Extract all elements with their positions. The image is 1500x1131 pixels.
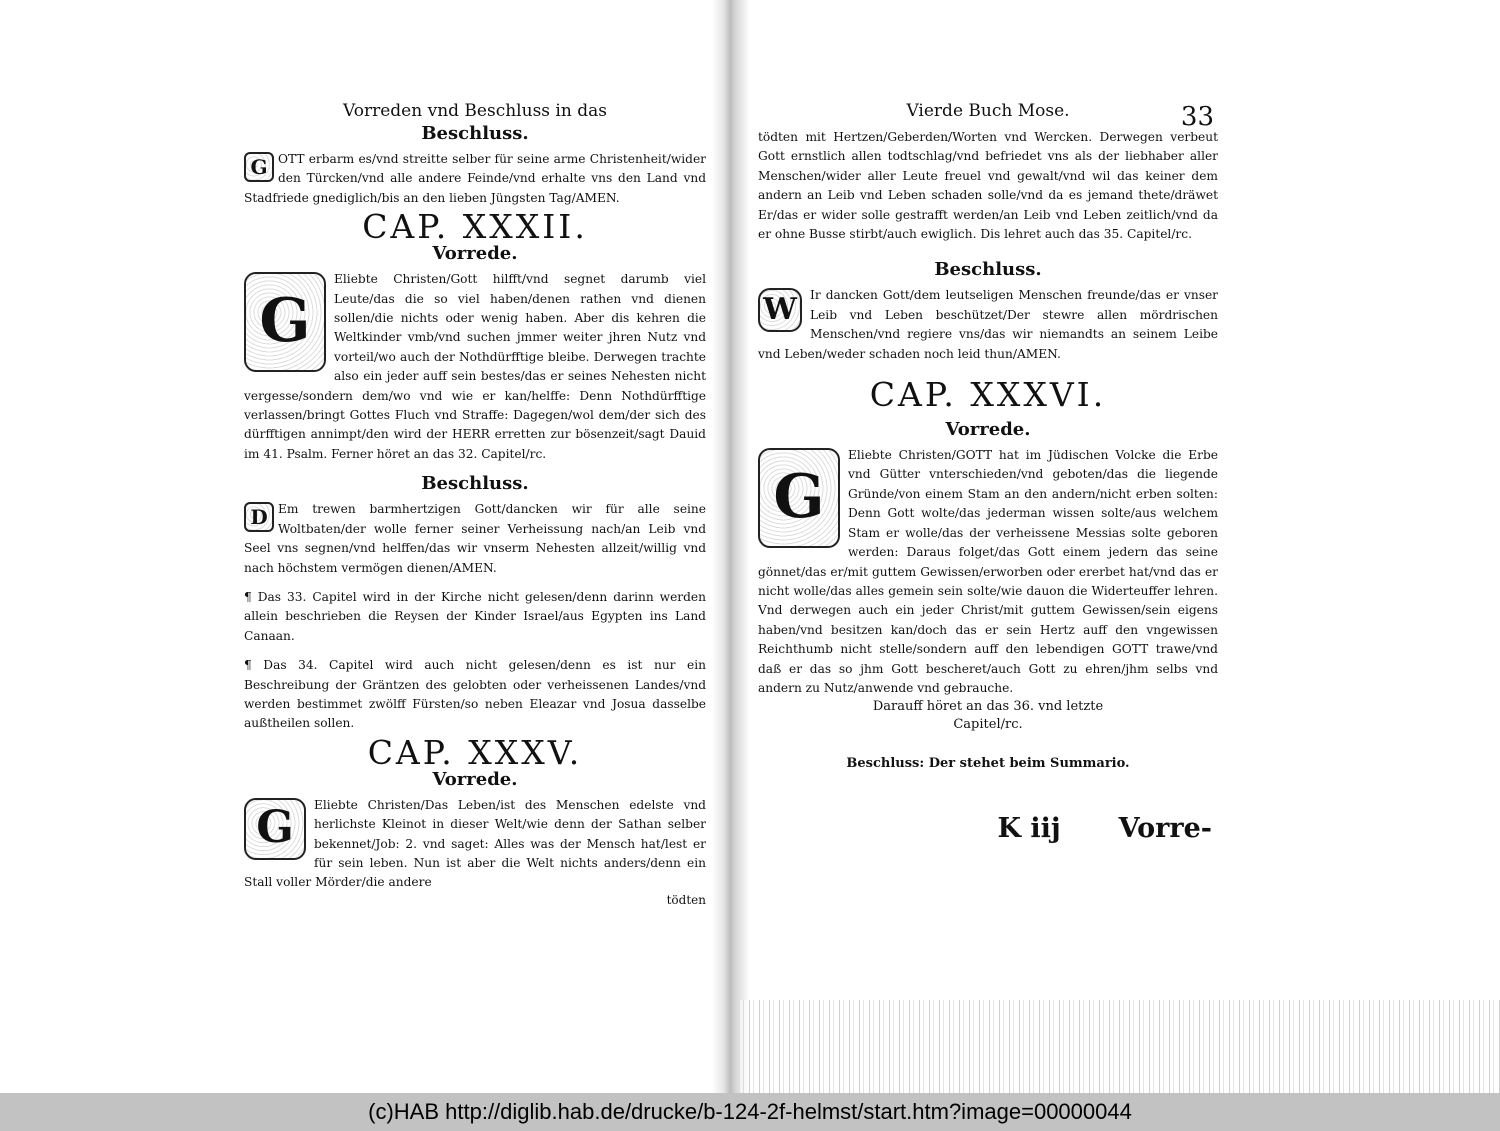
note-chapter-33: ¶ Das 33. Capitel wird in der Kirche nicht gelesen/denn darinn werden allein beschrieben die Reysen der Kinder Israel/aus Egypten ins Land Canaan. — [244, 589, 706, 643]
vorrede-36-initial: G — [758, 448, 840, 548]
scan-edge-noise — [740, 1000, 1500, 1093]
chapter-32-title: CAP. XXXII. — [362, 207, 588, 247]
left-catchword: tödten — [666, 892, 706, 907]
vorrede-heading-35: Vorrede. — [432, 768, 518, 790]
beschluss-35-initial: W — [758, 288, 802, 332]
closing-line-2: Capitel/rc. — [953, 717, 1023, 733]
vorrede-35-initial: G — [244, 798, 306, 860]
vorrede-35-text: Eliebte Christen/Das Leben/ist des Menschen edelste vnd herlichste Kleinot in dieser Welt/wie denn der Sathan selber bekennet/Job: 2. vnd saget: Alles was der Mensch hat/lest er für sein leben. Nun ist aber die Welt nichts anders/denn ein Stall voller Mörder/die andere — [244, 797, 706, 890]
note-chapter-34: ¶ Das 34. Capitel wird auch nicht gelesen/denn es ist nur ein Beschreibung der Gräntzen des gelobten oder verheissenen Landes/vnd werden bestimmet zwölff Fürsten/so neben Eleazar vnd Josua dasselbe außtheilen sollen. — [244, 658, 706, 731]
beschluss-35-paragraph — [758, 286, 1218, 364]
prayer-text: OTT erbarm es/vnd streitte selber für seine arme Christenheit/wider den Türcken/vnd alle andere Feinde/vnd erhalte vns den Land vnd Stadfriede gnediglich/bis an den lieben Jüngsten Tag/AMEN. — [244, 152, 706, 205]
beschluss-32-text: Em trewen barmhertzigen Gott/dancken wir für alle seine Woltbaten/der wolle ferner seiner Verheissung nach/an Leib vnd Seel vns segnen/vnd helffen/das wir vnserm Nehesten allzeit/willig vnd nach höchstem vermögen dienen/AMEN. — [244, 502, 706, 575]
beschluss-heading-32: Beschluss. — [421, 473, 529, 495]
vorrede-32-text: Eliebte Christen/Gott hilfft/vnd segnet darumb viel Leute/das die so viel haben/denen rathen vnd dienen sollen/die nichts oder wenig haben. Aber dis kehren die Weltkinder vmb/vnd suchen jmmer weiter jhren Nutz vnd vorteil/wo auch der Nothdürfftige bleibe. Derwegen trachte also ein jeder auff sein bestes/das er seines Nehesten nicht vergesse/sondern dem/wo vnd wie er kan/helffe: Denn Nothdürfftige verlassen/bringt Gottes Fluch vnd Straffe: Dagegen/wol dem/der sich des dürfftigen annimpt/den wird der HERR erretten zur bösenzeit/sagt Dauid im 41. Psalm. Ferner höret an das 32. Capitel/rc. — [244, 272, 706, 461]
summary-line: Beschluss: Der stehet beim Summario. — [846, 756, 1130, 772]
vorrede-35-paragraph — [244, 796, 706, 893]
chapter-35-title: CAP. XXXV. — [367, 732, 583, 772]
footer-credit-bar — [0, 1093, 1500, 1131]
signature-row — [758, 813, 1218, 844]
chapter-36-title: CAP. XXXVI. — [869, 375, 1107, 415]
closing-line-1: Darauff höret an das 36. vnd letzte — [872, 699, 1104, 715]
vorrede-36-paragraph — [758, 446, 1218, 698]
vorrede-32-paragraph — [244, 270, 706, 464]
vorrede-heading-36: Vorrede. — [945, 419, 1031, 441]
left-beschluss-heading-top: Beschluss. — [421, 123, 529, 144]
vorrede-heading-32: Vorrede. — [432, 243, 518, 265]
page-number: 33 — [1180, 102, 1214, 132]
footer-credit: (c)HAB http://diglib.hab.de/drucke/b-124-2f-helmst/start.htm?image=00000044 — [368, 1099, 1132, 1124]
vorrede-32-initial: G — [244, 272, 326, 372]
vorrede-36-text: Eliebte Christen/GOTT hat im Jüdischen Volcke die Erbe vnd Gütter vnterschieden/vnd geboten/das die liegende Gründe/von einem Stam an den andern/nicht erben solten: Denn Gott wolte/das jederman wissen solte/aus welchem Stam er wolle/das der verheissene Messias solte geboren werden: Daraus folget/das Gott einem jedern das seine gönnet/das er/mit guttem Gewissen/erworben oder ererbet hat/vnd das er nicht wolle/das alles gemein sein solte/wie dauon die Widerteuffer lehren. Vnd derwegen auch ein jeder Christ/mit guttem Gewissen/sein eigens haben/vnd besitzen kan/doch das er sein Hertz auff den vngewissen Reichthumb nicht stelle/sondern auff den lebendigen GOTT trawe/vnd daß er das so jhm Gott bescheret/auch Gott zu ehren/jhm selbs vnd andern zu Nutz/anwende vnd gebrauche. — [758, 448, 1218, 695]
beschluss-32-paragraph — [244, 500, 706, 578]
prayer-initial: G — [244, 152, 274, 182]
signature-mark: K iij — [997, 813, 1061, 845]
right-running-head: Vierde Buch Mose. — [906, 101, 1070, 121]
left-running-head: Vorreden vnd Beschluss in das — [343, 101, 607, 121]
book-gutter — [712, 0, 750, 1093]
beschluss-35-text: Ir dancken Gott/dem leutseligen Menschen freunde/das er vnser Leib vnd Leben beschützet/Der stewre allen mördrischen Menschen/vnd regiere vns/das wir niemandts an seinem Leibe vnd Leben/weder schaden noch leid thun/AMEN. — [758, 288, 1218, 361]
beschluss-heading-35: Beschluss. — [934, 259, 1042, 281]
right-page — [758, 100, 1218, 844]
beschluss-32-initial: D — [244, 502, 274, 532]
left-page — [244, 100, 706, 907]
right-catchword: Vorre- — [1118, 813, 1212, 845]
continuation-paragraph: tödten mit Hertzen/Geberden/Worten vnd Wercken. Derwegen verbeut Gott ernstlich allen todtschlag/vnd befriedet vns als der liebhaber aller Menschen/wider aller Leute freuel vnd gewalt/vnd wil das keiner dem andern an Leib vnd Leben schaden solle/vnd da es jemand thete/dräwet Er/das er wider solle gestrafft werden/an Leib vnd Leben zeitlich/vnd da er ohne Busse stirbt/auch ewiglich. Dis lehret auch das 35. Capitel/rc. — [758, 130, 1218, 242]
prayer-paragraph — [244, 150, 706, 208]
